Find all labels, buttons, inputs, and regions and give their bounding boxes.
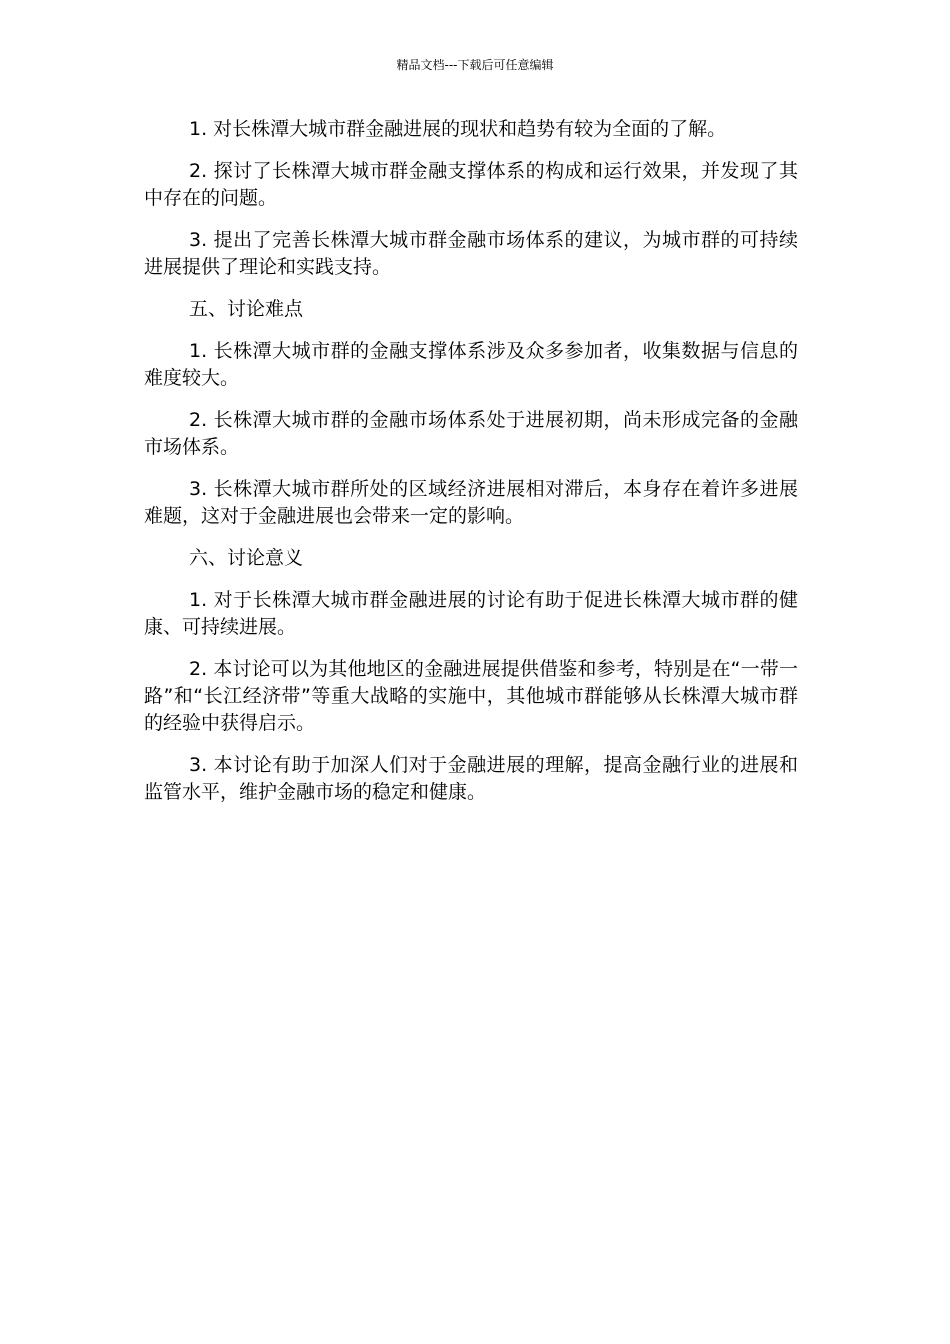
page-header: 精品文档---下载后可任意编辑 xyxy=(396,58,554,72)
paragraph-significance-2: 2. 本讨论可以为其他地区的金融进展提供借鉴和参考，特别是在“一带一路”和“长江经济带”等重大战略的实施中，其他城市群能够从长株潭大城市群的经验中获得启示。 xyxy=(144,658,798,734)
paragraph-finding-3: 3. 提出了完善长株潭大城市群金融市场体系的建议，为城市群的可持续进展提供了理论和实践支持。 xyxy=(144,229,798,278)
document-body xyxy=(144,116,798,821)
paragraph-difficulty-1: 1. 长株潭大城市群的金融支撑体系涉及众多参加者，收集数据与信息的难度较大。 xyxy=(144,340,798,389)
section-heading-difficulties: 五、讨论难点 xyxy=(189,298,304,320)
paragraph-significance-1: 1. 对于长株潭大城市群金融进展的讨论有助于促进长株潭大城市群的健康、可持续进展。 xyxy=(144,589,798,638)
section-heading-significance: 六、讨论意义 xyxy=(189,547,304,569)
paragraph-difficulty-3: 3. 长株潭大城市群所处的区域经济进展相对滞后，本身存在着许多进展难题，这对于金融进展也会带来一定的影响。 xyxy=(144,478,798,527)
paragraph-difficulty-2: 2. 长株潭大城市群的金融市场体系处于进展初期，尚未形成完备的金融市场体系。 xyxy=(144,409,798,458)
paragraph-finding-1: 1. 对长株潭大城市群金融进展的现状和趋势有较为全面的了解。 xyxy=(189,118,727,140)
paragraph-significance-3: 3. 本讨论有助于加深人们对于金融进展的理解，提高金融行业的进展和监管水平，维护金融市场的稳定和健康。 xyxy=(144,754,798,803)
paragraph-finding-2: 2. 探讨了长株潭大城市群金融支撑体系的构成和运行效果，并发现了其中存在的问题。 xyxy=(144,160,798,209)
